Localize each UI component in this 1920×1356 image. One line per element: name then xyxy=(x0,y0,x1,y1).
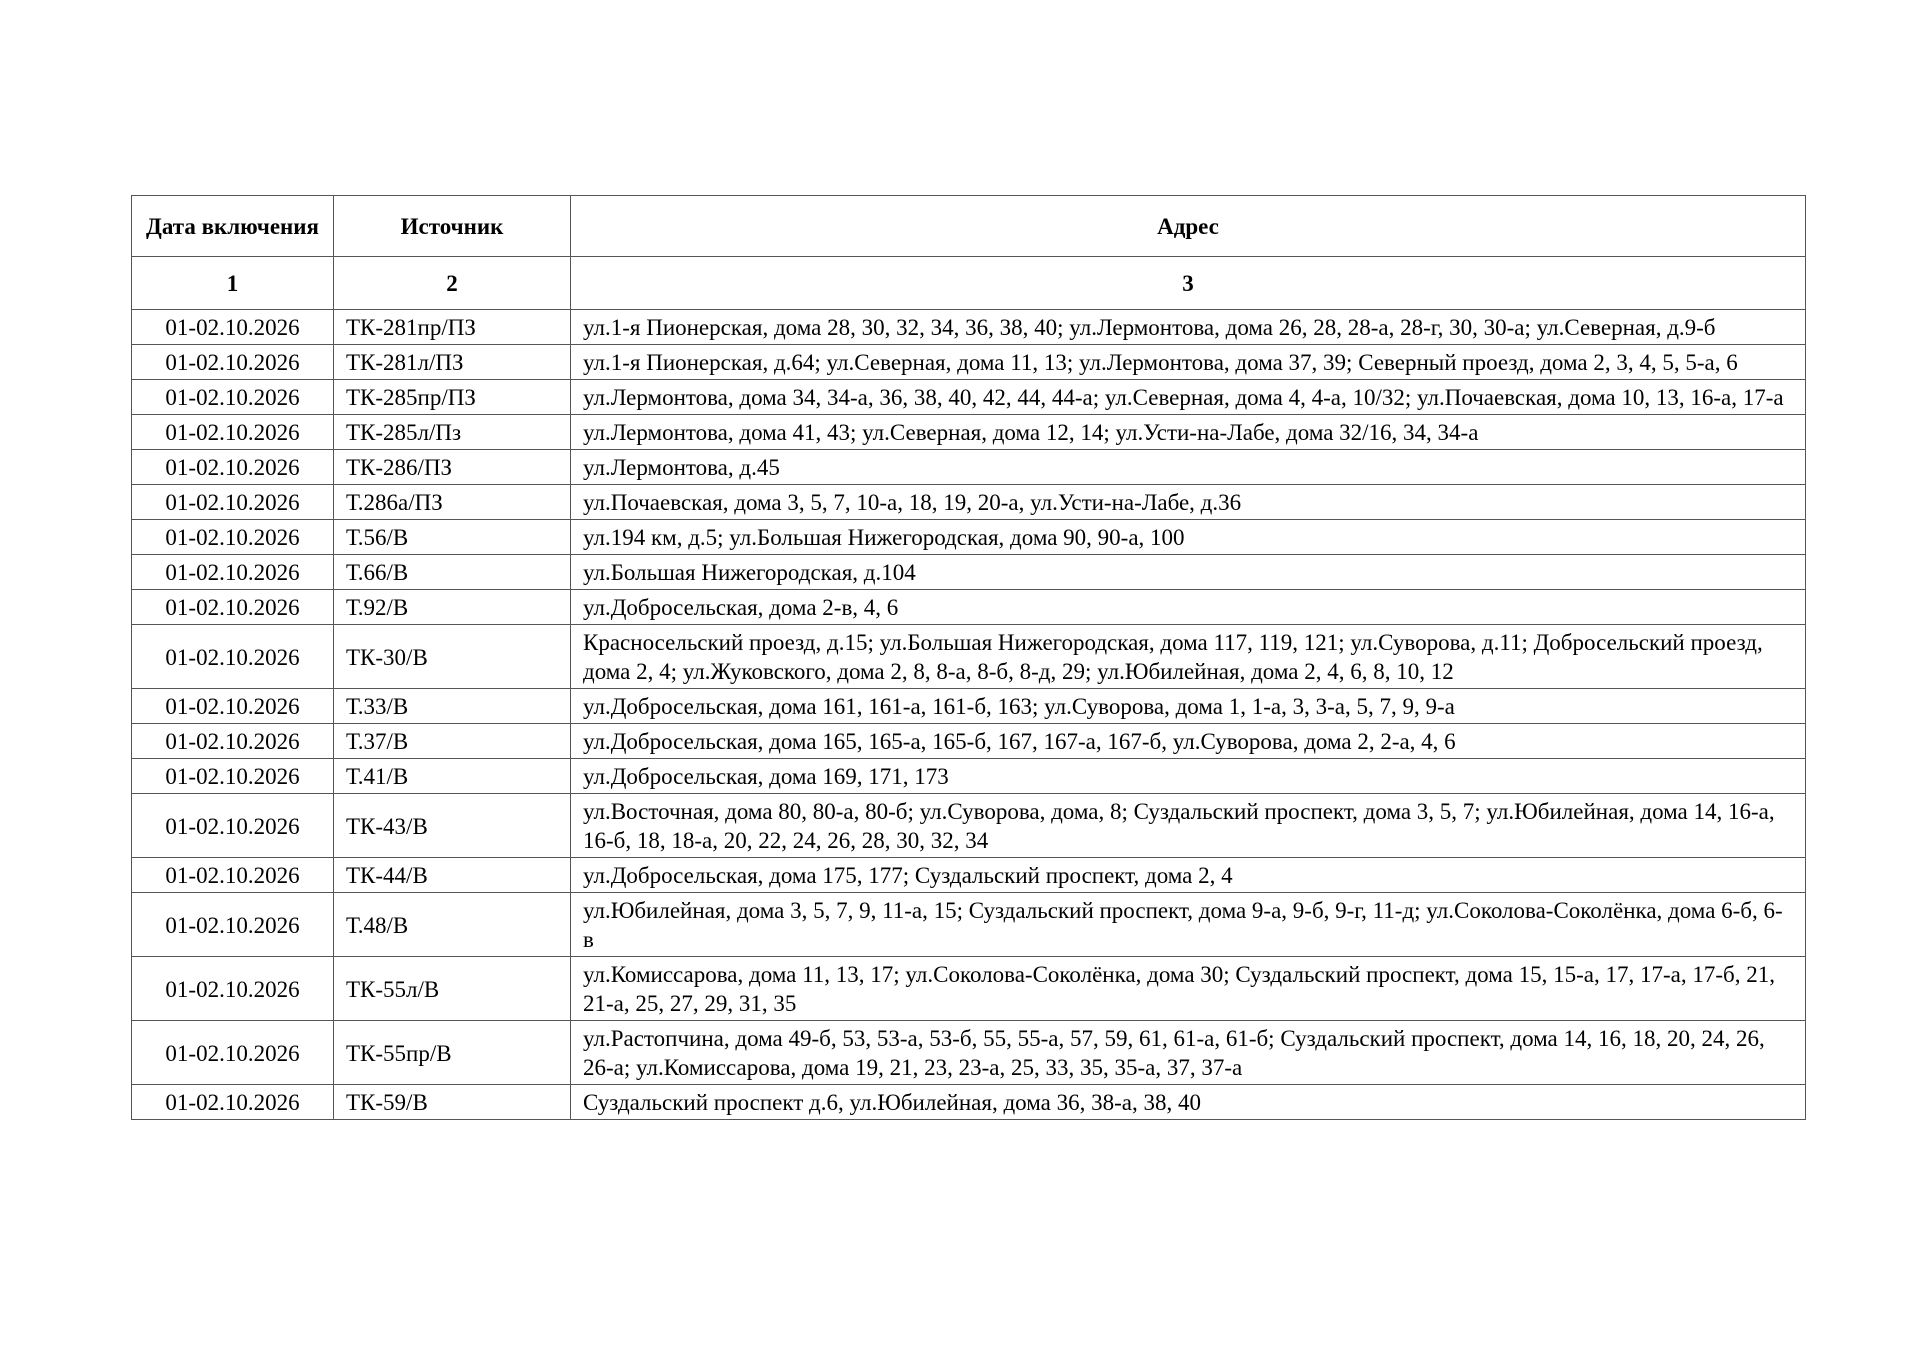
address-cell: ул.1-я Пионерская, дома 28, 30, 32, 34, 36, 38, 40; ул.Лермонтова, дома 26, 28, 28-а, 28-г, 30, 30-а; ул.Северная, д.9-б xyxy=(571,310,1806,345)
column-number-row xyxy=(132,257,1806,310)
date-cell: 01-02.10.2026 xyxy=(132,759,334,794)
address-cell: ул.Лермонтова, д.45 xyxy=(571,450,1806,485)
table-row xyxy=(132,1021,1806,1085)
table-header-row xyxy=(132,196,1806,257)
table-row xyxy=(132,1085,1806,1120)
address-cell: ул.Добросельская, дома 169, 171, 173 xyxy=(571,759,1806,794)
date-cell: 01-02.10.2026 xyxy=(132,1021,334,1085)
address-cell: ул.Добросельская, дома 165, 165-а, 165-б, 167, 167-а, 167-б, ул.Суворова, дома 2, 2-а, 4, 6 xyxy=(571,724,1806,759)
table-row xyxy=(132,724,1806,759)
address-cell: ул.Большая Нижегородская, д.104 xyxy=(571,555,1806,590)
header-source: Источник xyxy=(334,196,571,257)
table-row xyxy=(132,450,1806,485)
table-row xyxy=(132,485,1806,520)
date-cell: 01-02.10.2026 xyxy=(132,625,334,689)
table-row xyxy=(132,555,1806,590)
date-cell: 01-02.10.2026 xyxy=(132,520,334,555)
source-cell: ТК-55л/В xyxy=(334,957,571,1021)
source-cell: ТК-286/ПЗ xyxy=(334,450,571,485)
source-cell: ТК-55пр/В xyxy=(334,1021,571,1085)
address-cell: ул.Добросельская, дома 2-в, 4, 6 xyxy=(571,590,1806,625)
address-cell: ул.Юбилейная, дома 3, 5, 7, 9, 11-а, 15; Суздальский проспект, дома 9-а, 9-б, 9-г, 11-д; ул.Соколова-Соколёнка, дома 6-б, 6-в xyxy=(571,893,1806,957)
date-cell: 01-02.10.2026 xyxy=(132,380,334,415)
source-cell: ТК-281л/ПЗ xyxy=(334,345,571,380)
date-cell: 01-02.10.2026 xyxy=(132,485,334,520)
date-cell: 01-02.10.2026 xyxy=(132,689,334,724)
header-date: Дата включения xyxy=(132,196,334,257)
date-cell: 01-02.10.2026 xyxy=(132,858,334,893)
source-cell: Т.66/В xyxy=(334,555,571,590)
table-row xyxy=(132,590,1806,625)
source-cell: ТК-30/В xyxy=(334,625,571,689)
table-row xyxy=(132,689,1806,724)
date-cell: 01-02.10.2026 xyxy=(132,724,334,759)
table-row xyxy=(132,759,1806,794)
table-row xyxy=(132,520,1806,555)
date-cell: 01-02.10.2026 xyxy=(132,415,334,450)
date-cell: 01-02.10.2026 xyxy=(132,1085,334,1120)
table-row xyxy=(132,380,1806,415)
source-cell: Т.41/В xyxy=(334,759,571,794)
address-cell: ул.Комиссарова, дома 11, 13, 17; ул.Соколова-Соколёнка, дома 30; Суздальский проспект, дома 15, 15-а, 17, 17-а, 17-б, 21, 21-а, 25, 27, 29, 31, 35 xyxy=(571,957,1806,1021)
source-cell: ТК-44/В xyxy=(334,858,571,893)
date-cell: 01-02.10.2026 xyxy=(132,794,334,858)
source-cell: ТК-59/В xyxy=(334,1085,571,1120)
address-cell: ул.194 км, д.5; ул.Большая Нижегородская, дома 90, 90-а, 100 xyxy=(571,520,1806,555)
address-cell: ул.Растопчина, дома 49-б, 53, 53-а, 53-б, 55, 55-а, 57, 59, 61, 61-а, 61-б; Суздальский проспект, дома 14, 16, 18, 20, 24, 26, 26-а; ул.Комиссарова, дома 19, 21, 23, 23-а, 25, 33, 35, 35-а, 37, 37-а xyxy=(571,1021,1806,1085)
date-cell: 01-02.10.2026 xyxy=(132,957,334,1021)
table-row xyxy=(132,345,1806,380)
source-cell: ТК-285пр/ПЗ xyxy=(334,380,571,415)
address-cell: ул.Добросельская, дома 161, 161-а, 161-б, 163; ул.Суворова, дома 1, 1-а, 3, 3-а, 5, 7, 9, 9-а xyxy=(571,689,1806,724)
source-cell: ТК-43/В xyxy=(334,794,571,858)
address-cell: ул.1-я Пионерская, д.64; ул.Северная, дома 11, 13; ул.Лермонтова, дома 37, 39; Северный проезд, дома 2, 3, 4, 5, 5-а, 6 xyxy=(571,345,1806,380)
source-cell: Т.56/В xyxy=(334,520,571,555)
shutdown-schedule-table xyxy=(131,195,1806,1120)
date-cell: 01-02.10.2026 xyxy=(132,345,334,380)
source-cell: Т.92/В xyxy=(334,590,571,625)
table-row xyxy=(132,893,1806,957)
date-cell: 01-02.10.2026 xyxy=(132,590,334,625)
table-row xyxy=(132,310,1806,345)
source-cell: Т.48/В xyxy=(334,893,571,957)
address-cell: ул.Лермонтова, дома 34, 34-а, 36, 38, 40, 42, 44, 44-а; ул.Северная, дома 4, 4-а, 10/32; ул.Почаевская, дома 10, 13, 16-а, 17-а xyxy=(571,380,1806,415)
address-cell: ул.Лермонтова, дома 41, 43; ул.Северная, дома 12, 14; ул.Усти-на-Лабе, дома 32/16, 34, 34-а xyxy=(571,415,1806,450)
source-cell: Т.37/В xyxy=(334,724,571,759)
address-cell: Суздальский проспект д.6, ул.Юбилейная, дома 36, 38-а, 38, 40 xyxy=(571,1085,1806,1120)
address-cell: ул.Восточная, дома 80, 80-а, 80-б; ул.Суворова, дома, 8; Суздальский проспект, дома 3, 5, 7; ул.Юбилейная, дома 14, 16-а, 16-б, 18, 18-а, 20, 22, 24, 26, 28, 30, 32, 34 xyxy=(571,794,1806,858)
date-cell: 01-02.10.2026 xyxy=(132,310,334,345)
column-number-1: 1 xyxy=(132,257,334,310)
table-row xyxy=(132,625,1806,689)
column-number-2: 2 xyxy=(334,257,571,310)
table-row xyxy=(132,858,1806,893)
date-cell: 01-02.10.2026 xyxy=(132,893,334,957)
table-row xyxy=(132,957,1806,1021)
column-number-3: 3 xyxy=(571,257,1806,310)
address-cell: ул.Добросельская, дома 175, 177; Суздальский проспект, дома 2, 4 xyxy=(571,858,1806,893)
table-body xyxy=(132,310,1806,1120)
source-cell: Т.33/В xyxy=(334,689,571,724)
address-cell: Красносельский проезд, д.15; ул.Большая Нижегородская, дома 117, 119, 121; ул.Суворова, д.11; Добросельский проезд, дома 2, 4; ул.Жуковского, дома 2, 8, 8-а, 8-б, 8-д, 29; ул.Юбилейная, дома 2, 4, 6, 8, 10, 12 xyxy=(571,625,1806,689)
table-row xyxy=(132,794,1806,858)
date-cell: 01-02.10.2026 xyxy=(132,450,334,485)
header-address: Адрес xyxy=(571,196,1806,257)
source-cell: Т.286а/ПЗ xyxy=(334,485,571,520)
table-row xyxy=(132,415,1806,450)
date-cell: 01-02.10.2026 xyxy=(132,555,334,590)
source-cell: ТК-285л/Пз xyxy=(334,415,571,450)
source-cell: ТК-281пр/ПЗ xyxy=(334,310,571,345)
address-cell: ул.Почаевская, дома 3, 5, 7, 10-а, 18, 19, 20-а, ул.Усти-на-Лабе, д.36 xyxy=(571,485,1806,520)
